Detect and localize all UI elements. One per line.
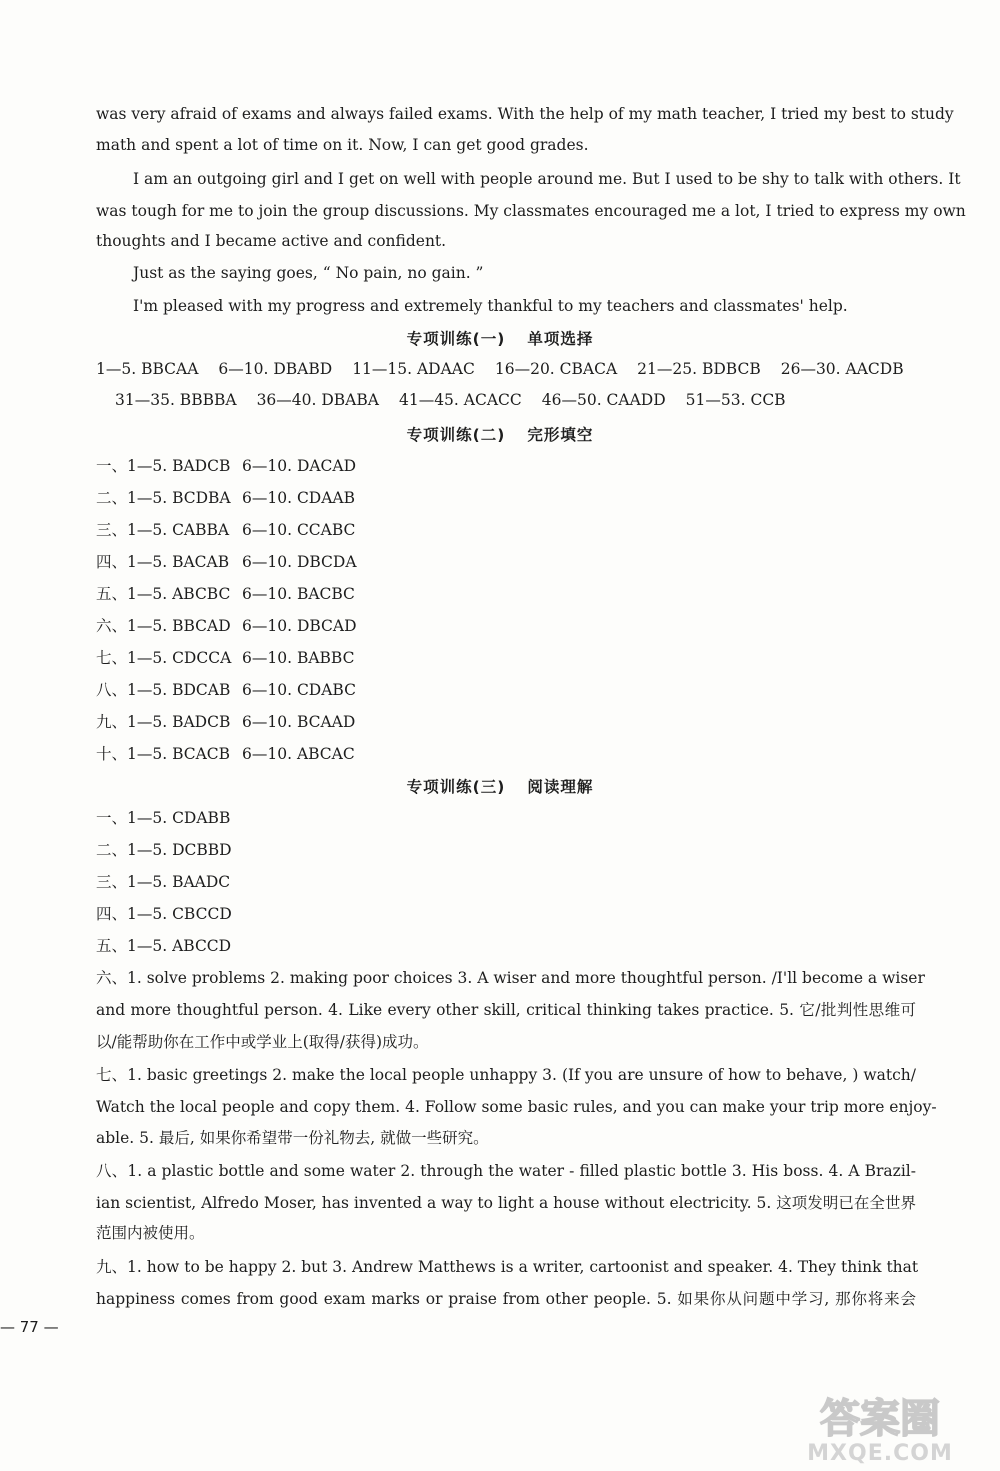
section-2-title: 专项训练(二) — [406, 426, 506, 444]
cloze-row — [96, 454, 356, 476]
cloze-row — [96, 742, 355, 764]
section-1-row-2 — [115, 391, 806, 409]
answer-group: 1—5. BBCAA — [96, 360, 199, 378]
reading-para-line: and more thoughtful person. 4. Like every other skill, critical thinking takes practice. 5. 它/批判性思维可 — [96, 1001, 916, 1019]
intro-line-1: was very afraid of exams and always failed exams. With the help of my math teacher, I tried my best to study — [96, 105, 954, 123]
reading-para-line: happiness comes from good exam marks or praise from other people. 5. 如果你从问题中学习, 那你将来会 — [96, 1290, 916, 1308]
answer-group: 九、1—5. BADCB — [96, 713, 231, 731]
reading-para-line: 范围内被使用。 — [96, 1224, 205, 1242]
reading-row: 二、1—5. DCBBD — [96, 841, 232, 859]
intro-line-7: I'm pleased with my progress and extremely thankful to my teachers and classmates' help. — [133, 297, 848, 315]
section-3-title: 专项训练(三) — [406, 778, 506, 796]
watermark-logo — [774, 1388, 986, 1466]
section-2-subtitle: 完形填空 — [527, 426, 594, 444]
answer-group: 36—40. DBABA — [256, 391, 379, 409]
cloze-row — [96, 646, 354, 668]
answer-group: 16—20. CBACA — [494, 360, 618, 378]
answer-group: 6—10. BABBC — [242, 649, 355, 667]
reading-para-line: 九、1. how to be happy 2. but 3. Andrew Matthews is a writer, cartoonist and speaker. 4. They think that — [96, 1258, 919, 1276]
cloze-row — [96, 678, 356, 700]
answer-group: 21—25. BDBCB — [637, 360, 761, 378]
reading-row: 四、1—5. CBCCD — [96, 905, 232, 923]
section-3-heading — [0, 775, 1000, 797]
cloze-row — [96, 486, 355, 508]
cloze-row — [96, 710, 355, 732]
answer-group: 41—45. ACACC — [398, 391, 522, 409]
reading-para-line: 以/能帮助你在工作中或学业上(取得/获得)成功。 — [96, 1033, 429, 1051]
reading-para-line: ian scientist, Alfredo Moser, has invented a way to light a house without electricity. 5. 这项发明已在全世界 — [96, 1194, 916, 1212]
answer-group: 七、1—5. CDCCA — [96, 649, 232, 667]
section-1-row-1 — [96, 360, 924, 378]
reading-para-line: 六、1. solve problems 2. making poor choices 3. A wiser and more thoughtful person. /I'll become a wiser — [96, 969, 925, 987]
answer-group: 十、1—5. BCACB — [96, 745, 231, 763]
answer-group: 四、1—5. BACAB — [96, 553, 230, 571]
cloze-row — [96, 550, 357, 572]
cloze-row — [96, 582, 355, 604]
intro-line-2: math and spent a lot of time on it. Now, I can get good grades. — [96, 136, 589, 154]
intro-line-4: was tough for me to join the group discussions. My classmates encouraged me a lot, I tried to express my own — [96, 202, 966, 220]
answer-group: 六、1—5. BBCAD — [96, 617, 231, 635]
intro-line-5: thoughts and I became active and confident. — [96, 232, 447, 250]
intro-line-6: Just as the saying goes, “ No pain, no gain. ” — [133, 264, 484, 282]
answer-group: 11—15. ADAAC — [352, 360, 475, 378]
answer-group: 三、1—5. CABBA — [96, 521, 230, 539]
page-number: — 77 — — [0, 1318, 59, 1336]
section-2-heading — [0, 423, 1000, 445]
watermark-url: MXQE.COM — [807, 1441, 953, 1466]
answer-group: 6—10. CCABC — [242, 521, 356, 539]
answer-group: 6—10. BCAAD — [242, 713, 356, 731]
cloze-row — [96, 614, 357, 636]
section-1-subtitle: 单项选择 — [527, 330, 594, 348]
reading-para-line: Watch the local people and copy them. 4. Follow some basic rules, and you can make your trip more enjoy- — [96, 1098, 937, 1116]
answer-group: 6—10. DACAD — [242, 457, 357, 475]
answer-group: 6—10. BACBC — [242, 585, 355, 603]
answer-group: 八、1—5. BDCAB — [96, 681, 231, 699]
answer-group: 6—10. DBABD — [218, 360, 333, 378]
cloze-row — [96, 518, 355, 540]
answer-group: 6—10. CDABC — [242, 681, 356, 699]
answer-group: 46—50. CAADD — [541, 391, 666, 409]
reading-para-line: 七、1. basic greetings 2. make the local people unhappy 3. (If you are unsure of how to behave, ) watch/ — [96, 1066, 916, 1084]
reading-para-line: 八、1. a plastic bottle and some water 2. through the water - filled plastic bottle 3. His boss. 4. A Brazil- — [96, 1162, 916, 1180]
answer-group: 51—53. CCB — [685, 391, 786, 409]
answer-group: 二、1—5. BCDBA — [96, 489, 231, 507]
reading-row: 一、1—5. CDABB — [96, 809, 231, 827]
answer-group: 6—10. CDAAB — [242, 489, 356, 507]
answer-group: 五、1—5. ABCBC — [96, 585, 231, 603]
watermark-text: 答案圈 — [820, 1396, 940, 1442]
answer-group: 6—10. DBCAD — [242, 617, 357, 635]
section-1-title: 专项训练(一) — [406, 330, 506, 348]
reading-para-line: able. 5. 最后, 如果你希望带一份礼物去, 就做一些研究。 — [96, 1129, 489, 1147]
answer-group: 6—10. ABCAC — [242, 745, 355, 763]
section-3-subtitle: 阅读理解 — [527, 778, 594, 796]
answer-group: 6—10. DBCDA — [242, 553, 357, 571]
answer-group: 26—30. AACDB — [780, 360, 904, 378]
intro-line-3: I am an outgoing girl and I get on well with people around me. But I used to be shy to talk with others. It — [133, 170, 961, 188]
answer-group: 一、1—5. BADCB — [96, 457, 231, 475]
reading-row: 三、1—5. BAADC — [96, 873, 231, 891]
section-1-heading — [0, 327, 1000, 349]
answer-group: 31—35. BBBBA — [115, 391, 237, 409]
reading-row: 五、1—5. ABCCD — [96, 937, 232, 955]
